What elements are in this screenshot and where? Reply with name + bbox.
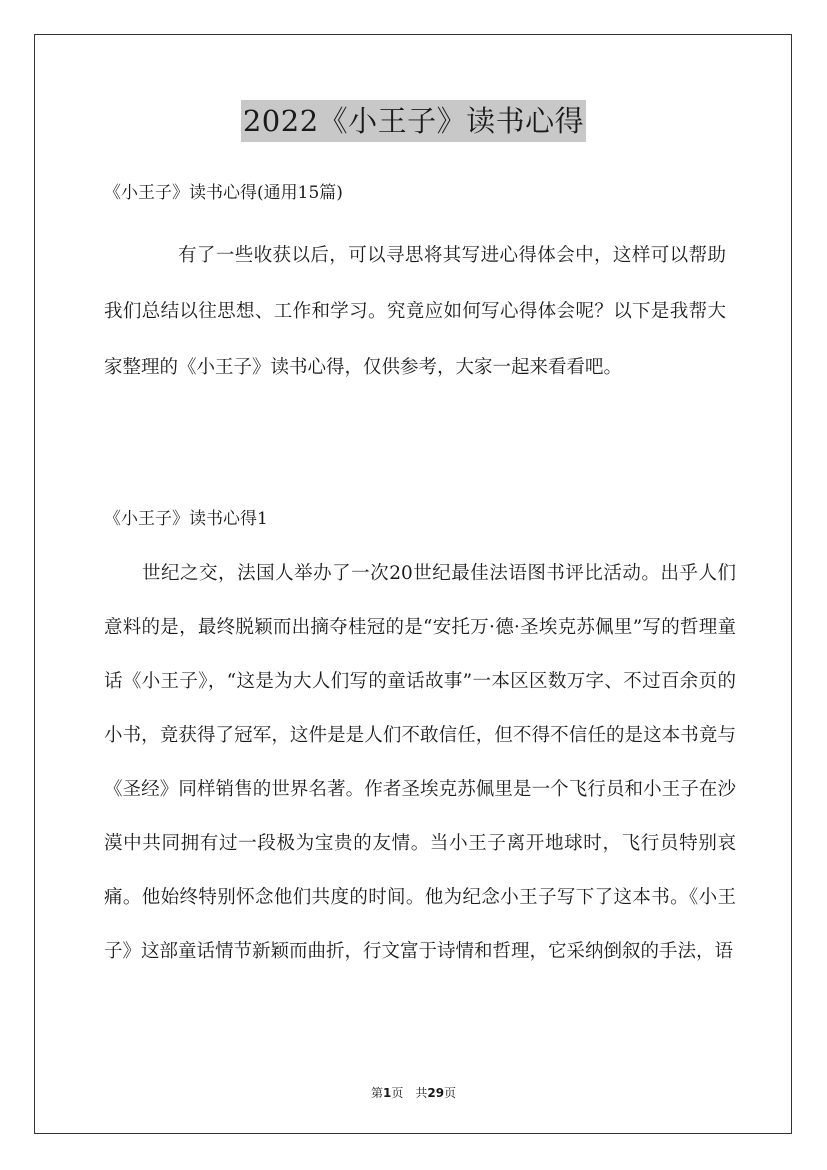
page-suffix: 页 — [391, 1086, 404, 1100]
current-page-number: 1 — [382, 1086, 392, 1100]
intro-paragraph: 有了一些收获以后，可以寻思将其写进心得体会中，这样可以帮助我们总结以往思想、工作和学习。究竟应如何写心得体会呢？以下是我帮大家整理的《小王子》读书心得，仅供参考，大家一起来看看吧。 — [104, 245, 726, 378]
page-footer — [0, 1084, 827, 1102]
section-heading: 《小王子》读书心得1 — [104, 509, 268, 529]
total-suffix: 页 — [444, 1086, 457, 1100]
total-prefix: 共 — [415, 1086, 428, 1100]
document-title: 2022《小王子》读书心得 — [241, 100, 586, 142]
section-body: 世纪之交，法国人举办了一次20世纪最佳法语图书评比活动。出乎人们意料的是，最终脱颖而出摘夺桂冠的是“安托万·德·圣埃克苏佩里”写的哲理童话《小王子》，“这是为大人们写的童话故事”一本区区数万字、不过百余页的小书，竟获得了冠军，这件是是人们不敢信任，但不得不信任的是这本书竟与《圣经》同样销售的世界名著。作者圣埃克苏佩里是一个飞行员和小王子在沙漠中共同拥有过一段极为宝贵的友情。当小王子离开地球时，飞行员特别哀痛。他始终特别怀念他们共度的时间。他为纪念小王子写下了这本书。《小王子》这部童话情节新颖而曲折，行文富于诗情和哲理，它采纳倒叙的手法，语 — [104, 563, 736, 962]
title-container — [0, 100, 827, 142]
document-subtitle: 《小王子》读书心得(通用15篇) — [104, 183, 343, 203]
page-prefix: 第 — [370, 1086, 383, 1100]
total-page-count: 29 — [427, 1086, 445, 1100]
